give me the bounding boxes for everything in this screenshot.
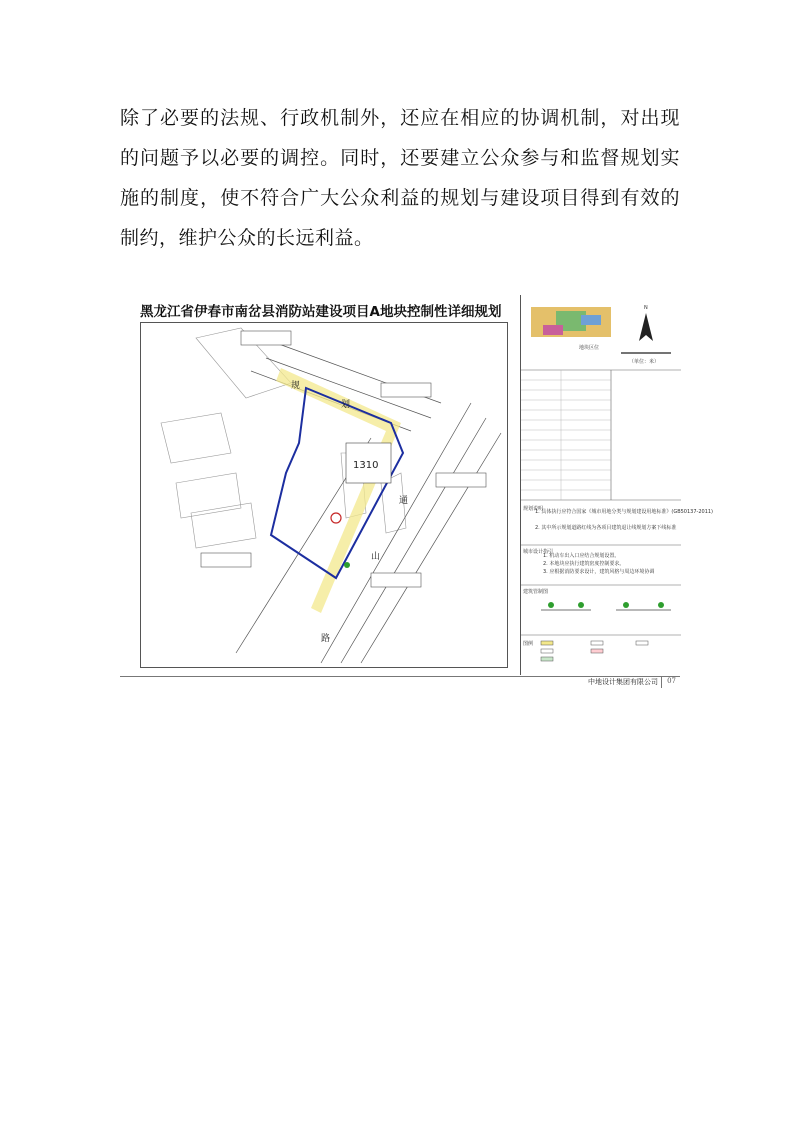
planning-map-figure — [120, 290, 714, 690]
road-char: 规 — [291, 381, 301, 391]
road-char: 山 — [371, 552, 381, 562]
north-arrow-icon — [621, 305, 671, 365]
green-dot — [344, 562, 350, 568]
legend-panel — [520, 295, 714, 675]
guide-line: 3. 应根据消防要求设计，建筑风格与周边环境协调 — [543, 569, 655, 575]
note-line: 2. 其中所示规划道路红线为各项目建筑退让线规划方案下线标准 — [535, 525, 677, 531]
section-label: 城市设计指引 — [523, 549, 554, 555]
road-char: 路 — [321, 634, 331, 644]
map-frame — [140, 322, 508, 668]
road-char: 划 — [341, 400, 351, 410]
plan-title: 黑龙江省伊春市南岔县消防站建设项目A地块控制性详细规划 — [140, 304, 502, 320]
section-label: 规划说明 — [523, 506, 544, 512]
svg-text:N: N — [644, 305, 648, 311]
location-label: 地块区位 — [579, 345, 600, 351]
guide-line: 2. 本地块应执行建筑密度控制要求。 — [543, 561, 625, 567]
sheet-number: 07 — [667, 677, 676, 685]
location-map — [531, 307, 611, 351]
legend-swatches — [541, 641, 648, 661]
guide-line: 1. 机动车出入口应结合规划设置。 — [543, 553, 620, 559]
road-lines — [236, 343, 501, 663]
company-name: 中地设计集团有限公司 — [588, 678, 658, 686]
body-paragraph: 除了必要的法规、行政机制外，还应在相应的协调机制，对出现的问题予以必要的调控。同时，还要建立公众参与和监督规划实施的制度，使不符合广大公众利益的规划与建设项目得到有效的制约，维护公众的长远利益。 — [120, 107, 680, 249]
road-char: 通 — [399, 496, 409, 506]
fire-station-mark — [331, 513, 341, 523]
section-label: 建筑管制图 — [523, 589, 549, 595]
site-plan-drawing — [141, 323, 507, 667]
svg-text:（单位：米）: （单位：米） — [629, 359, 660, 365]
legend-drawing — [521, 295, 714, 675]
note-line: 1. 具体执行应符合国家《城市用地分类与规划建设用地标准》(GB50137-2011) — [535, 509, 714, 515]
sheet-separator — [661, 676, 662, 688]
section-label: 图例 — [523, 641, 534, 647]
indicator-table — [521, 370, 611, 500]
parcel-area: 1310 — [353, 460, 379, 471]
section-diagrams — [541, 602, 671, 610]
